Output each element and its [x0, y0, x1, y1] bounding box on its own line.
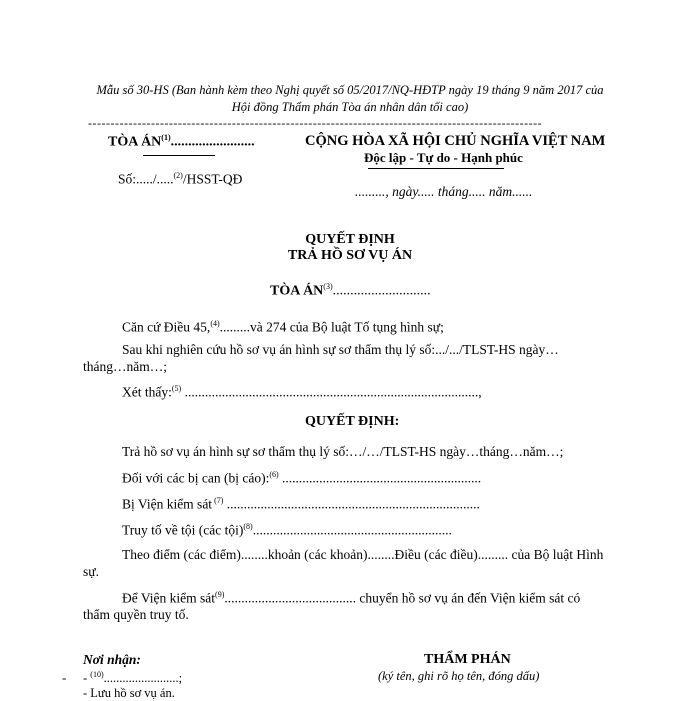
procuracy-label: Bị Viện kiểm sát [122, 496, 213, 512]
court-label: TÒA ÁN [108, 134, 162, 150]
legal-basis [122, 319, 444, 336]
transfer-text: ....................................... chuyển hồ sơ vụ án đến Viện kiểm sát có [224, 590, 581, 606]
signature-title: THẨM PHÁN [424, 652, 511, 667]
separator-dashes: ----------------------------------------------------------------------------------------------------- [88, 116, 543, 130]
footnote-ref: (8) [243, 522, 253, 531]
review-paragraph-line-1: Sau khi nghiên cứu hồ sơ vụ án hình sự sơ thẩm thụ lý số:.../.../TLST-HS ngày… [122, 342, 559, 357]
charges-dots: ........................................................... [252, 522, 452, 538]
review-paragraph-line-2: tháng…năm…; [83, 359, 167, 374]
decision-item-charges [122, 522, 452, 539]
issuing-court-label: TÒA ÁN [270, 283, 324, 299]
document-subtitle: TRẢ HỒ SƠ VỤ ÁN [287, 248, 413, 263]
nation-motto: Độc lập - Tự do - Hạnh phúc [364, 150, 523, 165]
decision-item-1: Trả hồ sơ vụ án hình sự sơ thẩm thụ lý số:…/…/TLST-HS ngày…tháng…năm…; [122, 444, 564, 459]
nation-title: CỘNG HÒA XÃ HỘI CHỦ NGHĨA VIỆT NAM [305, 133, 606, 149]
decision-item-articles-line-1: Theo điểm (các điểm)........khoản (các khoản)........Điều (các điều)......... của Bộ luật Hình [122, 547, 604, 562]
recipient-bullet: - [83, 671, 91, 686]
date-line: ........., ngày..... tháng..... năm...... [355, 184, 533, 199]
court-underline [143, 155, 215, 156]
decision-item-transfer-line-1 [122, 590, 580, 607]
footnote-ref: (6) [269, 470, 279, 479]
decision-heading: QUYẾT ĐỊNH: [305, 414, 400, 429]
recipient-item-1 [83, 670, 182, 686]
side-margin-mark: - [62, 670, 67, 685]
defendants-label: Đối với các bị can (bị cáo): [122, 470, 270, 486]
footnote-ref: (7) [212, 496, 224, 505]
legal-basis-text: Căn cứ Điều 45, [122, 319, 211, 335]
issuing-court-dots: ............................ [332, 283, 431, 299]
considering-dots: ......................................................................................., [181, 384, 482, 400]
recipient-dots: ........................; [103, 671, 183, 686]
footnote-ref: (5) [171, 384, 182, 393]
decision-item-transfer-line-2: thẩm quyền truy tố. [83, 607, 189, 622]
decision-item-procuracy [122, 496, 480, 513]
transfer-label: Để Viện kiểm sát [122, 590, 216, 606]
defendants-dots: ........................................................... [278, 470, 482, 486]
court-name [108, 133, 255, 151]
recipients-label: Nơi nhận: [83, 652, 141, 667]
motto-underline [368, 168, 504, 169]
footnote-ref: (3) [323, 282, 333, 291]
recipient-item-2: - Lưu hồ sơ vụ án. [83, 686, 175, 700]
form-note-line-1: Mẫu số 30-HS (Ban hành kèm theo Nghị quyết số 05/2017/NQ-HĐTP ngày 19 tháng 9 năm 2017 của [96, 83, 604, 97]
considering-line [122, 384, 482, 401]
considering-label: Xét thấy: [122, 384, 172, 400]
procuracy-dots: ........................................................................... [223, 496, 480, 512]
document-number [118, 171, 242, 188]
footnote-ref: (9) [215, 590, 225, 599]
footnote-ref: (10) [90, 670, 104, 679]
number-suffix: /HSST-QĐ [182, 171, 243, 187]
decision-item-defendants [122, 470, 481, 487]
court-dots: ........................ [170, 134, 255, 150]
footnote-ref: (1) [161, 133, 171, 142]
document-title: QUYẾT ĐỊNH [305, 232, 395, 247]
signature-note: (ký tên, ghi rõ họ tên, đóng dấu) [378, 669, 540, 683]
number-prefix: Số:...../..... [118, 171, 174, 187]
form-note-line-2: Hội đồng Thẩm phán Tòa án nhân dân tối cao) [231, 100, 469, 114]
decision-item-articles-line-2: sự. [83, 564, 99, 579]
issuing-court [270, 282, 431, 300]
charges-label: Truy tố về tội (các tội) [122, 522, 244, 538]
footnote-ref: (4) [210, 319, 220, 328]
footnote-ref: (2) [173, 171, 183, 180]
legal-basis-text-cont: .........và 274 của Bộ luật Tố tụng hình sự; [219, 319, 444, 335]
